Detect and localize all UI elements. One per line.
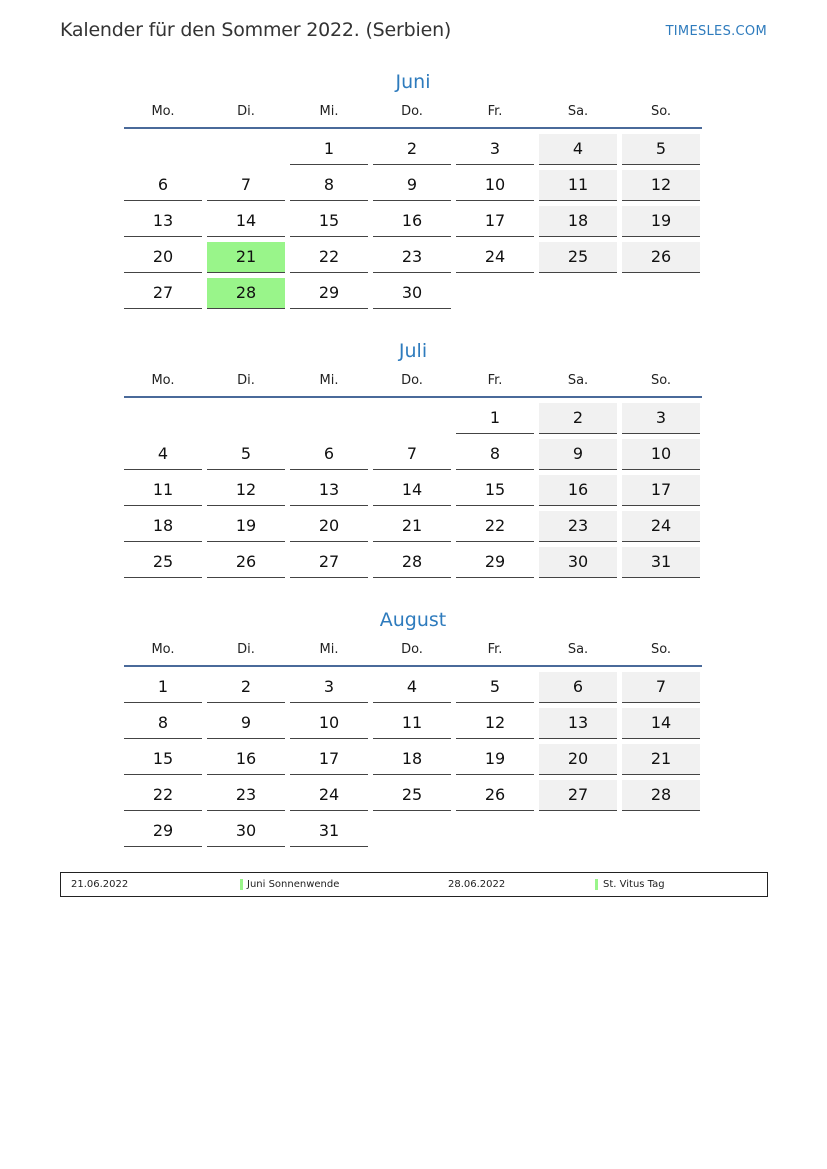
day-cell: 17 — [622, 475, 700, 506]
page-title: Kalender für den Sommer 2022. (Serbien) — [60, 19, 452, 41]
legend-name-1: Juni Sonnenwende — [247, 879, 340, 890]
day-cell: 6 — [539, 672, 617, 703]
day-cell: 4 — [539, 134, 617, 165]
weekday-label: Mo. — [151, 104, 175, 119]
day-cell: 25 — [373, 780, 451, 811]
day-cell: 24 — [622, 511, 700, 542]
day-cell: 27 — [539, 780, 617, 811]
day-cell: 16 — [207, 744, 285, 775]
week-row — [124, 278, 702, 309]
day-cell: 11 — [124, 475, 202, 506]
legend-color-marker-2 — [595, 879, 598, 890]
day-cell: 12 — [456, 708, 534, 739]
weekday-label: Sa. — [567, 642, 589, 657]
day-cell: 24 — [456, 242, 534, 273]
day-cell: 3 — [290, 672, 368, 703]
weekday-label: Sa. — [567, 104, 589, 119]
day-cell: 2 — [373, 134, 451, 165]
day-cell: 13 — [290, 475, 368, 506]
week-row — [124, 403, 702, 434]
day-cell: 14 — [207, 206, 285, 237]
holiday-day-cell: 21 — [207, 242, 285, 273]
day-cell: 29 — [124, 816, 202, 847]
legend-date-2: 28.06.2022 — [448, 879, 506, 890]
weeks — [124, 672, 702, 847]
weekday-label: Mi. — [319, 642, 339, 657]
day-cell: 14 — [373, 475, 451, 506]
holiday-legend — [60, 872, 768, 897]
day-cell: 20 — [290, 511, 368, 542]
week-row — [124, 170, 702, 201]
day-cell: 21 — [622, 744, 700, 775]
day-cell: 1 — [124, 672, 202, 703]
week-row — [124, 780, 702, 811]
day-cell: 7 — [207, 170, 285, 201]
month-august — [124, 606, 702, 852]
weekday-label: Di. — [237, 373, 255, 388]
weekday-label: Mi. — [319, 373, 339, 388]
day-cell: 16 — [373, 206, 451, 237]
day-cell: 10 — [622, 439, 700, 470]
day-cell: 27 — [124, 278, 202, 309]
day-cell: 6 — [124, 170, 202, 201]
week-row — [124, 816, 702, 847]
week-row — [124, 439, 702, 470]
week-row — [124, 134, 702, 165]
day-cell: 14 — [622, 708, 700, 739]
empty-day-cell — [124, 134, 202, 164]
month-juni — [124, 68, 702, 314]
empty-day-cell — [539, 278, 617, 308]
day-cell: 1 — [290, 134, 368, 165]
day-cell: 9 — [207, 708, 285, 739]
month-juli — [124, 337, 702, 583]
empty-day-cell — [456, 278, 534, 308]
day-cell: 5 — [622, 134, 700, 165]
empty-day-cell — [373, 403, 451, 433]
empty-day-cell — [539, 816, 617, 846]
header-divider — [124, 665, 702, 667]
day-cell: 18 — [373, 744, 451, 775]
weekday-label: So. — [650, 373, 672, 388]
week-row — [124, 547, 702, 578]
day-cell: 11 — [539, 170, 617, 201]
day-cell: 3 — [622, 403, 700, 434]
day-cell: 2 — [207, 672, 285, 703]
day-cell: 27 — [290, 547, 368, 578]
day-cell: 28 — [373, 547, 451, 578]
empty-day-cell — [622, 278, 700, 308]
day-cell: 30 — [373, 278, 451, 309]
day-cell: 29 — [456, 547, 534, 578]
day-cell: 15 — [124, 744, 202, 775]
month-name: August — [379, 609, 447, 631]
day-cell: 10 — [290, 708, 368, 739]
weekday-label: Di. — [237, 104, 255, 119]
week-row — [124, 708, 702, 739]
month-name: Juli — [398, 340, 428, 362]
empty-day-cell — [124, 403, 202, 433]
week-row — [124, 206, 702, 237]
weekday-label: Sa. — [567, 373, 589, 388]
week-row — [124, 511, 702, 542]
day-cell: 7 — [373, 439, 451, 470]
day-cell: 26 — [207, 547, 285, 578]
day-cell: 17 — [456, 206, 534, 237]
day-cell: 8 — [124, 708, 202, 739]
weekday-label: Do. — [401, 373, 423, 388]
day-cell: 22 — [124, 780, 202, 811]
day-cell: 20 — [539, 744, 617, 775]
empty-day-cell — [622, 816, 700, 846]
week-row — [124, 475, 702, 506]
day-cell: 11 — [373, 708, 451, 739]
day-cell: 2 — [539, 403, 617, 434]
empty-day-cell — [207, 403, 285, 433]
day-cell: 9 — [539, 439, 617, 470]
day-cell: 31 — [290, 816, 368, 847]
empty-day-cell — [207, 134, 285, 164]
day-cell: 6 — [290, 439, 368, 470]
weekday-label: Do. — [401, 104, 423, 119]
day-cell: 30 — [207, 816, 285, 847]
brand-link[interactable]: TIMESLES.COM — [665, 24, 767, 39]
legend-name-2: St. Vitus Tag — [603, 879, 665, 890]
day-cell: 8 — [456, 439, 534, 470]
empty-day-cell — [456, 816, 534, 846]
header-divider — [124, 127, 702, 129]
week-row — [124, 242, 702, 273]
day-cell: 5 — [456, 672, 534, 703]
day-cell: 16 — [539, 475, 617, 506]
day-cell: 4 — [373, 672, 451, 703]
day-cell: 22 — [290, 242, 368, 273]
day-cell: 7 — [622, 672, 700, 703]
day-cell: 26 — [456, 780, 534, 811]
legend-date-1: 21.06.2022 — [71, 879, 129, 890]
day-cell: 25 — [124, 547, 202, 578]
day-cell: 15 — [290, 206, 368, 237]
weekday-label: So. — [650, 642, 672, 657]
day-cell: 25 — [539, 242, 617, 273]
day-cell: 3 — [456, 134, 534, 165]
day-cell: 24 — [290, 780, 368, 811]
day-cell: 23 — [207, 780, 285, 811]
day-cell: 10 — [456, 170, 534, 201]
day-cell: 26 — [622, 242, 700, 273]
weekday-label: Do. — [401, 642, 423, 657]
day-cell: 12 — [207, 475, 285, 506]
day-cell: 21 — [373, 511, 451, 542]
day-cell: 5 — [207, 439, 285, 470]
week-row — [124, 744, 702, 775]
holiday-day-cell: 28 — [207, 278, 285, 309]
week-row — [124, 672, 702, 703]
header-divider — [124, 396, 702, 398]
day-cell: 23 — [539, 511, 617, 542]
day-cell: 4 — [124, 439, 202, 470]
weekday-label: Mo. — [151, 373, 175, 388]
weekday-label: Mo. — [151, 642, 175, 657]
weekday-header — [124, 100, 702, 126]
day-cell: 1 — [456, 403, 534, 434]
weekday-label: Fr. — [487, 104, 503, 119]
day-cell: 29 — [290, 278, 368, 309]
day-cell: 13 — [539, 708, 617, 739]
day-cell: 15 — [456, 475, 534, 506]
legend-color-marker-1 — [240, 879, 243, 890]
weekday-label: So. — [650, 104, 672, 119]
day-cell: 18 — [124, 511, 202, 542]
weekday-label: Di. — [237, 642, 255, 657]
day-cell: 19 — [456, 744, 534, 775]
day-cell: 20 — [124, 242, 202, 273]
empty-day-cell — [290, 403, 368, 433]
day-cell: 19 — [622, 206, 700, 237]
day-cell: 8 — [290, 170, 368, 201]
weeks — [124, 134, 702, 309]
weekday-label: Fr. — [487, 373, 503, 388]
weekday-header — [124, 369, 702, 395]
weekday-label: Mi. — [319, 104, 339, 119]
day-cell: 22 — [456, 511, 534, 542]
day-cell: 17 — [290, 744, 368, 775]
weekday-label: Fr. — [487, 642, 503, 657]
weeks — [124, 403, 702, 578]
day-cell: 12 — [622, 170, 700, 201]
day-cell: 31 — [622, 547, 700, 578]
day-cell: 13 — [124, 206, 202, 237]
month-name: Juni — [395, 71, 431, 93]
day-cell: 9 — [373, 170, 451, 201]
day-cell: 30 — [539, 547, 617, 578]
empty-day-cell — [373, 816, 451, 846]
day-cell: 18 — [539, 206, 617, 237]
weekday-header — [124, 638, 702, 664]
day-cell: 19 — [207, 511, 285, 542]
day-cell: 23 — [373, 242, 451, 273]
day-cell: 28 — [622, 780, 700, 811]
